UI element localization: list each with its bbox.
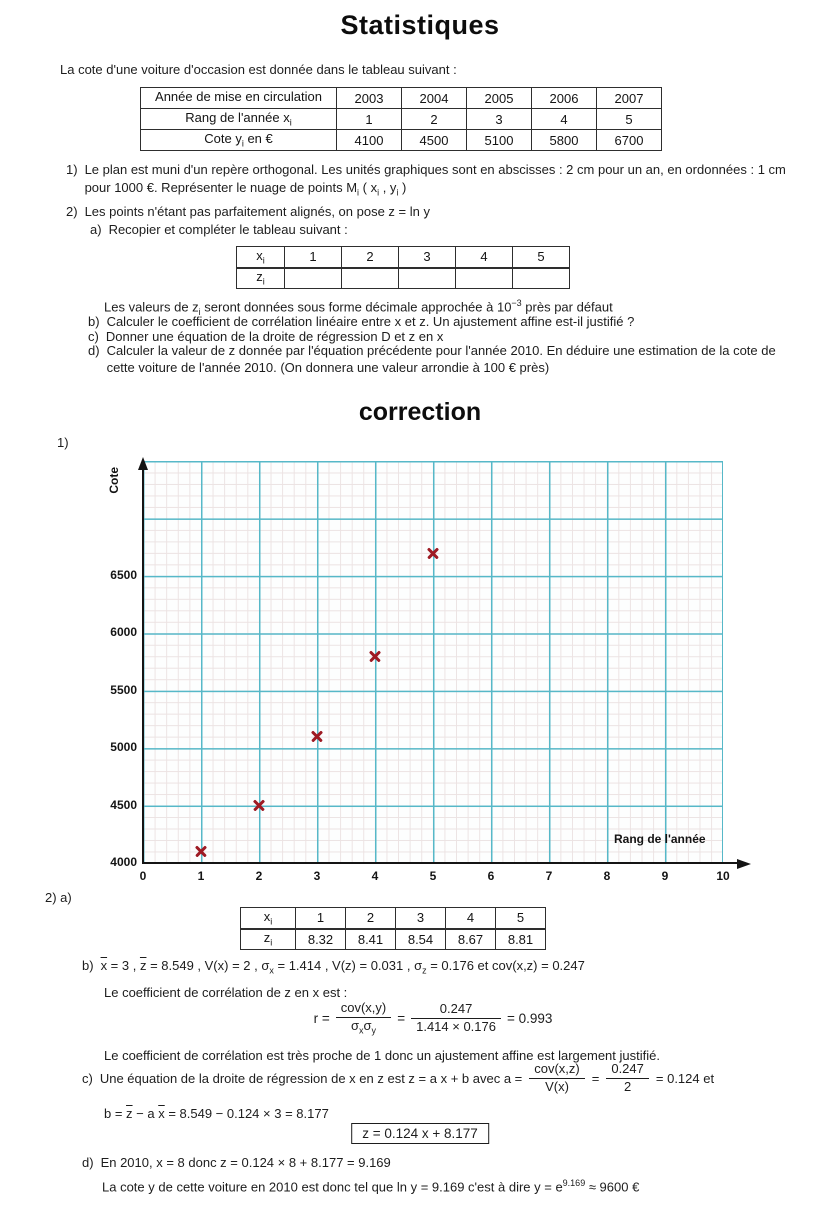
y-tick-label: 6000 <box>110 625 137 640</box>
question-d <box>88 343 803 376</box>
table-cell: 2003 <box>337 88 402 109</box>
y-tick-label: 5000 <box>110 740 137 755</box>
row-label: Année de mise en circulation <box>141 88 337 109</box>
x-tick-label: 5 <box>429 869 437 883</box>
stats-values: $\overline{x} = 3$ , $\overline{z} = 8.549$ , V(x) = 2 , $\sigma_x = 1.414$ , V(z) = 0.031 , $\sigma_z = 0.176$ et cov(x,z) = 0.247 <box>100 958 585 976</box>
table-cell: 8.54 <box>396 929 446 950</box>
solution-b-stats <box>82 957 812 980</box>
solution-c-line <box>82 1062 714 1095</box>
table-row <box>141 88 662 109</box>
table-cell: 2005 <box>467 88 532 109</box>
table-row <box>141 109 662 130</box>
fraction: $\frac{\text{cov(x,y)}}{\sigma_x\sigma_y}$ <box>336 1001 392 1036</box>
x-tick-label: 6 <box>487 869 495 883</box>
table-row <box>241 929 546 950</box>
b-coefficient-line: $b = \overline{z} - a$ $\overline{x} = 8.549 - 0.124 \times 3 = 8.177$ <box>104 1106 329 1121</box>
solution-d-line1 <box>82 1154 802 1172</box>
x-tick-label: 3 <box>313 869 321 883</box>
correction-title: correction <box>358 398 482 426</box>
table-cell: 2006 <box>532 88 597 109</box>
question-text: Le plan est muni d'un repère orthogonal. Les unités graphiques sont en abscisses : 2 cm pour un an, en ordonnées : 1 cm pour 1000 €. Représenter le nuage de points $M_i$ ( $x_i$ , $y_i$ ) <box>84 162 786 198</box>
table-row <box>141 130 662 151</box>
question-number: a) <box>90 222 102 237</box>
data-table-cote <box>140 87 662 151</box>
table-cell: 2007 <box>597 88 662 109</box>
question-number: b) <box>88 314 100 329</box>
question-2a <box>90 221 790 239</box>
correlation-conclusion: Le coefficient de corrélation est très proche de 1 donc un ajustement affine est largement justifié. <box>104 1048 660 1063</box>
data-point-marker <box>310 730 324 744</box>
question-text: Calculer la valeur de z donnée par l'équation précédente pour l'année 2010. En déduire une estimation de la cote de cette voiture de l'année 2010. (On donnera une valeur arrondie à 100 € près) <box>106 343 776 375</box>
data-table-empty-z <box>236 246 570 289</box>
question-2 <box>66 203 806 221</box>
question-text: Recopier et compléter le tableau suivant : <box>108 222 348 237</box>
x-tick-label: 7 <box>545 869 553 883</box>
y-tick-label: 5500 <box>110 682 137 697</box>
question-number: b) <box>82 958 94 973</box>
table-cell: 5800 <box>532 130 597 151</box>
table-cell: 4500 <box>402 130 467 151</box>
question-number: c) <box>88 329 99 344</box>
data-point-marker <box>194 845 208 859</box>
correlation-intro: Le coefficient de corrélation de z en x est : <box>104 985 348 1000</box>
table-cell: 5 <box>496 908 546 929</box>
fraction: $\frac{0.247}{1.414 \times 0.176}$ <box>411 1002 501 1035</box>
table-cell: 1 <box>285 247 342 268</box>
x-tick-label: 9 <box>661 869 669 883</box>
regression-text: Une équation de la droite de régression de x en z est z = a x + b avec a = <box>99 1070 523 1086</box>
table-cell: 8.32 <box>296 929 346 950</box>
row-label: Cote $y_i$ en € <box>141 130 337 151</box>
x-tick-label: 8 <box>603 869 611 883</box>
table-cell: 3 <box>396 908 446 929</box>
table-cell-empty <box>513 268 570 289</box>
table-cell: 2 <box>402 109 467 130</box>
intro-text: La cote d'une voiture d'occasion est donnée dans le tableau suivant : <box>60 62 457 77</box>
y-tick-label: 4000 <box>110 855 137 869</box>
table-row <box>237 247 570 268</box>
table-row <box>237 268 570 289</box>
table-cell: 3 <box>467 109 532 130</box>
table-cell: 4 <box>446 908 496 929</box>
table-cell: 1 <box>337 109 402 130</box>
table-cell: 1 <box>296 908 346 929</box>
table-cell: 3 <box>399 247 456 268</box>
table-cell: 2004 <box>402 88 467 109</box>
question-number: d) <box>82 1155 94 1170</box>
data-table-z-values <box>240 907 546 950</box>
answer-2a-marker: 2) a) <box>45 890 72 905</box>
equals-sign: = <box>397 1010 406 1026</box>
answer-1-marker: 1) <box>57 435 69 450</box>
question-text: Les points n'étant pas parfaitement alignés, on pose z = ln y <box>84 204 430 219</box>
table-cell: 8.67 <box>446 929 496 950</box>
y-axis-arrow-icon <box>138 457 148 470</box>
page-title: Statistiques <box>340 10 500 40</box>
table-cell: 2 <box>342 247 399 268</box>
x-axis <box>142 862 739 865</box>
table-cell: 5 <box>597 109 662 130</box>
x-axis-label: Rang de l'année <box>614 832 706 846</box>
table-cell: 8.81 <box>496 929 546 950</box>
question-number: c) <box>82 1070 93 1086</box>
question-text: Calculer le coefficient de corrélation linéaire entre x et z. Un ajustement affine est-il justifié ? <box>106 314 635 329</box>
question-number: d) <box>88 343 100 358</box>
table-cell-empty <box>399 268 456 289</box>
x-axis-arrow-icon <box>737 859 751 869</box>
y-axis-label: Cote <box>107 467 121 494</box>
x-tick-label: 10 <box>716 869 730 883</box>
table-cell: 4 <box>532 109 597 130</box>
x-tick-label: 2 <box>255 869 263 883</box>
formula-lhs: r = <box>313 1010 330 1026</box>
plot-area <box>143 461 723 863</box>
y-axis <box>142 465 144 864</box>
table-cell-empty <box>342 268 399 289</box>
x-tick-label: 4 <box>371 869 379 883</box>
table-cell: 4100 <box>337 130 402 151</box>
note-text: Les valeurs de $z_i$ seront données sous forme décimale approchée à $10^{-3}$ près par défaut <box>104 298 613 317</box>
correlation-formula <box>143 1001 723 1036</box>
equals-sign: = <box>591 1070 600 1086</box>
fraction: $\frac{0.247}{2}$ <box>606 1062 649 1095</box>
row-label: $x_i$ <box>237 247 285 268</box>
table-cell: 5 <box>513 247 570 268</box>
table-cell-empty <box>456 268 513 289</box>
table-cell-empty <box>285 268 342 289</box>
fraction: $\frac{\text{cov(x,z)}}{V(x)}$ <box>529 1062 585 1095</box>
table-cell: 8.41 <box>346 929 396 950</box>
question-number: 1) <box>66 162 78 177</box>
question-text: Donner une équation de la droite de régression D et z en x <box>105 329 444 344</box>
question-number: 2) <box>66 204 78 219</box>
table-cell: 5100 <box>467 130 532 151</box>
data-point-marker <box>368 649 382 663</box>
table-cell: 6700 <box>597 130 662 151</box>
row-label: $z_i$ <box>237 268 285 289</box>
boxed-equation: z = 0.124 x + 8.177 <box>351 1123 489 1144</box>
question-1 <box>66 161 806 202</box>
x-tick-label: 1 <box>197 869 205 883</box>
row-label: $x_i$ <box>241 908 296 929</box>
x-tick-label: 0 <box>139 869 147 883</box>
formula-result: = 0.124 et <box>655 1070 715 1086</box>
table-cell: 4 <box>456 247 513 268</box>
y-tick-label: 4500 <box>110 797 137 812</box>
data-point-marker <box>426 546 440 560</box>
data-point-marker <box>252 799 266 813</box>
row-label: Rang de l'année $x_i$ <box>141 109 337 130</box>
scatter-chart <box>107 461 730 883</box>
answer-text: En 2010, x = 8 donc z = 0.124 × 8 + 8.177 = 9.169 <box>100 1155 391 1170</box>
solution-d-line2: La cote y de cette voiture en 2010 est donc tel que ln y = 9.169 c'est à dire $y = e^{9.169} \approx 9600$ € <box>102 1178 640 1195</box>
formula-result: = 0.993 <box>507 1010 553 1026</box>
table-cell: 2 <box>346 908 396 929</box>
row-label: $z_i$ <box>241 929 296 950</box>
table-row <box>241 908 546 929</box>
y-tick-label: 6500 <box>110 567 137 582</box>
